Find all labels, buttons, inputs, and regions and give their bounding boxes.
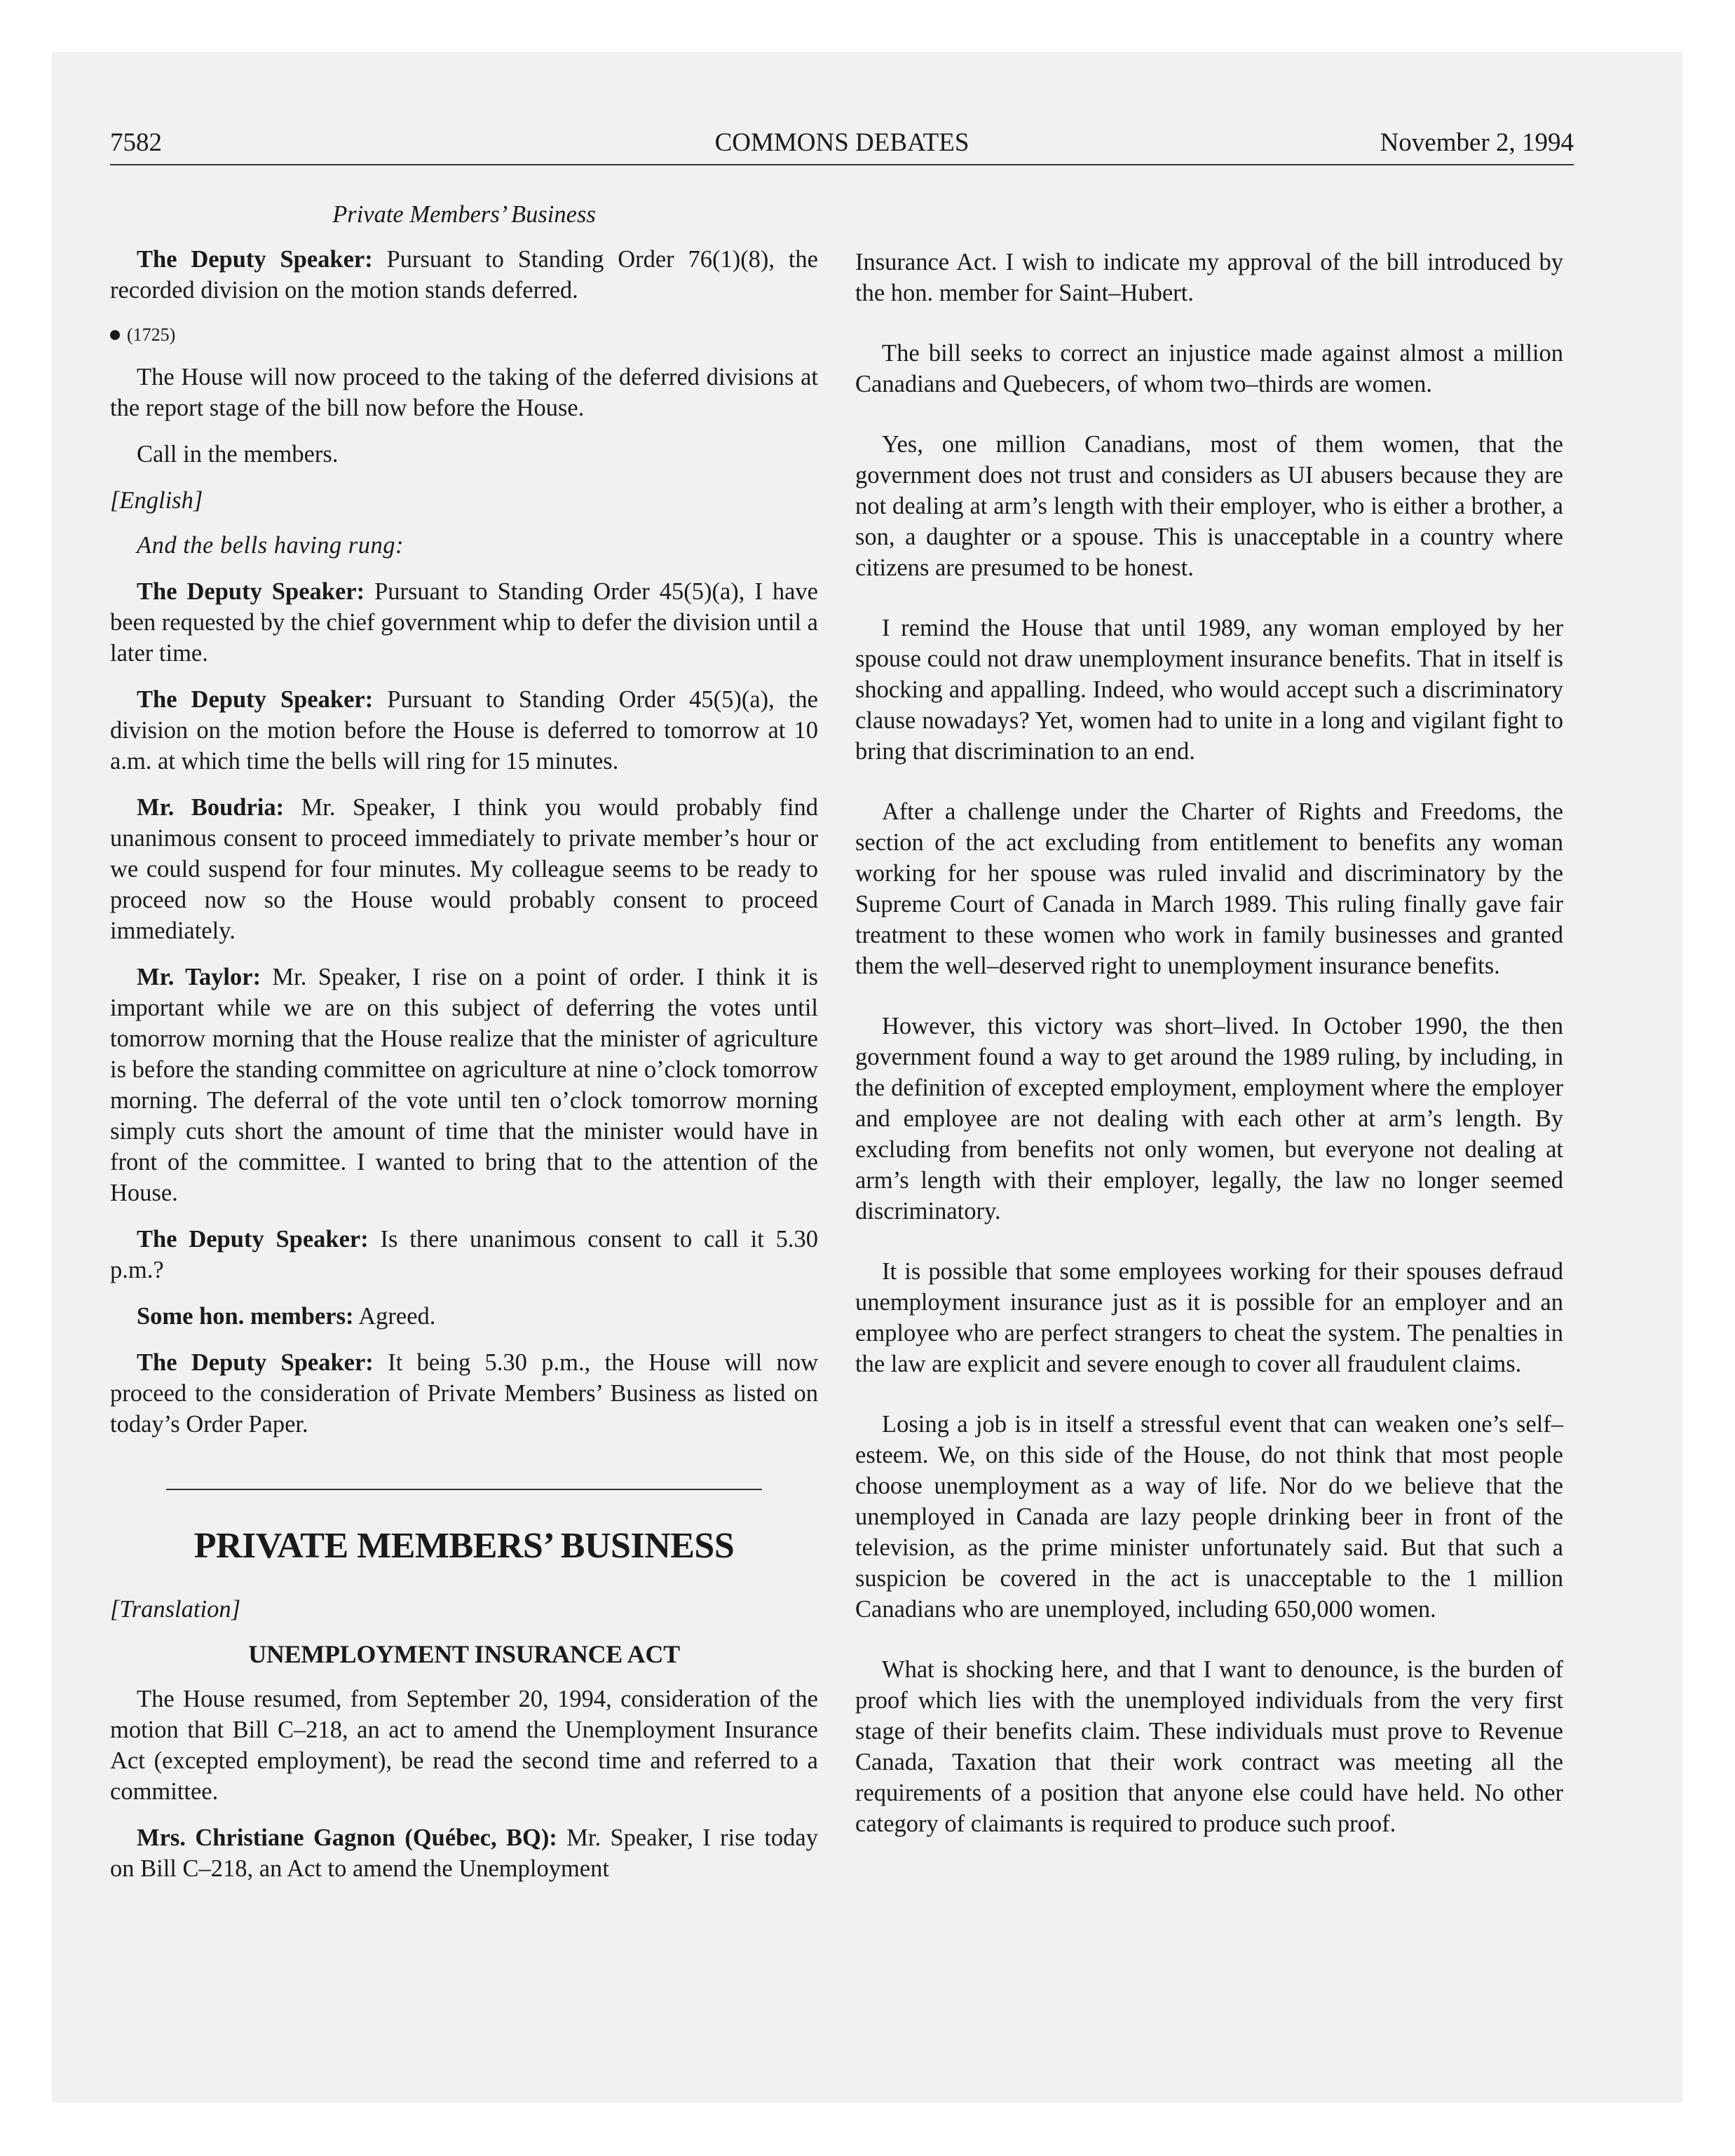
paragraph: Yes, one million Canadians, most of them women, that the government does not trust and considers as UI abusers because they are not dealing at arm’s length with their employer, who is either a brother, a son, a daughter or a spouse. This is unacceptable in a country where citizens are presumed to be honest. (855, 431, 1563, 581)
speech-text: Agreed. (353, 1303, 436, 1330)
paragraph: Call in the members. (137, 441, 339, 468)
paragraph: Insurance Act. I wish to indicate my approval of the bill introduced by the hon. member for Saint–Hubert. (855, 249, 1563, 306)
timestamp (110, 321, 818, 349)
paragraph: I remind the House that until 1989, any woman employed by her spouse could not draw unemployment insurance benefits. That in itself is shocking and appalling. Indeed, who would accept such a discriminatory clause nowadays? Yet, women had to unite in a long and vigilant fight to bring that discrimination to an end. (855, 615, 1563, 765)
paragraph: Losing a job is in itself a stressful event that can weaken one’s self–esteem. We, on this side of the House, do not think that most people choose unemployment as a way of life. Nor do we believe that the unemployed in Canada are lazy people drinking beer in front of the television, as the prime minister unfortunately said. But that such a suspicion be covered in the act is unacceptable to the 1 million Canadians who are unemployed, including 650,000 women. (855, 1411, 1563, 1623)
speech-text: Pursuant to Standing Order 45(5)(a), I have been requested by the chief government whip to defer the division until a later time. (110, 578, 818, 667)
paragraph: The bill seeks to correct an injustice made against almost a million Canadians and Quebecers, of whom two–thirds are women. (855, 340, 1563, 397)
paragraph: The House will now proceed to the taking of the deferred divisions at the report stage of the bill now before the House. (110, 364, 818, 421)
paragraph (110, 792, 818, 946)
paragraph (110, 576, 818, 669)
speech-text: Pursuant to Standing Order 76(1)(8), the recorded division on the motion stands deferred. (110, 246, 818, 303)
speaker-name: The Deputy Speaker: (137, 578, 365, 605)
paragraph (110, 1224, 818, 1285)
paragraph (110, 684, 818, 777)
speaker-name: The Deputy Speaker: (137, 1226, 369, 1253)
paragraph: It is possible that some employees working for their spouses defraud unemployment insurance just as it is possible for an employer and an employee who are perfect strangers to cheat the system. The penalties in the law are explicit and severe enough to cover all fraudulent claims. (855, 1258, 1563, 1377)
speech-text: Mr. Speaker, I think you would probably find unanimous consent to proceed immediately to private member’s hour or we could suspend for four minutes. My colleague seems to be ready to proceed now so the House would probably consent to proceed immediately. (110, 794, 818, 944)
running-head: Private Members’ Business (332, 201, 596, 228)
speaker-name: Some hon. members: (137, 1303, 354, 1330)
paragraph: What is shocking here, and that I want to denounce, is the burden of proof which lies with the unemployed individuals from the very first stage of their benefits claim. These individuals must prove to Revenue Canada, Taxation that their work contract was meeting all the requirements of a position that anyone else could have held. No other category of claimants is required to produce such proof. (855, 1656, 1563, 1837)
paragraph (110, 1301, 818, 1332)
speech-text: Mr. Speaker, I rise on a point of order. I think it is important while we are on this subject of deferring the votes until tomorrow morning that the House realize that the minister of agriculture is before the standing committee on agriculture at nine o’clock tomorrow morning. The deferral of the vote until ten o’clock tomorrow morning simply cuts short the amount of time that the minister would have in front of the committee. I wanted to bring that to the attention of the House. (110, 964, 818, 1206)
stage-direction: And the bells having rung: (137, 532, 404, 559)
publication-title: COMMONS DEBATES (714, 128, 969, 157)
paragraph: The House resumed, from September 20, 1994, consideration of the motion that Bill C–218, an act to amend the Unemployment Insurance Act (excepted employment), be read the second time and referred to a committee. (110, 1686, 818, 1805)
paragraph (110, 962, 818, 1208)
paragraph (110, 1347, 818, 1440)
speaker-name: The Deputy Speaker: (137, 1349, 374, 1376)
paragraph: However, this victory was short–lived. In October 1990, the then government found a way to get around the 1989 ruling, by including, in the definition of excepted employment, employment where the employer and employee are not dealing with each other at arm’s length. By excluding from benefits not only women, but everyone not dealing at arm’s length with their employer, legally, the law no longer seemed discriminatory. (855, 1013, 1563, 1224)
speech-text: It being 5.30 p.m., the House will now proceed to the consideration of Private Members’ Business as listed on today’s Order Paper. (110, 1349, 819, 1438)
speech-text: Mr. Speaker, I rise today on Bill C–218, an Act to amend the Unemployment (110, 1824, 818, 1882)
section-divider (166, 1489, 762, 1490)
language-marker: [Translation] (110, 1596, 240, 1623)
paragraph (110, 244, 818, 306)
bullet-icon (110, 330, 120, 340)
speech-text: Pursuant to Standing Order 45(5)(a), the division on the motion before the House is deferred to tomorrow at 10 a.m. at which time the bells will ring for 15 minutes. (110, 686, 818, 775)
page-header (110, 128, 1574, 170)
speaker-name: The Deputy Speaker: (137, 686, 374, 713)
section-title: PRIVATE MEMBERS’ BUSINESS (193, 1526, 735, 1566)
paragraph (110, 1822, 818, 1884)
right-column (855, 247, 1563, 1869)
page-number: 7582 (110, 128, 162, 157)
speaker-name: The Deputy Speaker: (137, 246, 373, 273)
left-column (110, 199, 818, 1899)
speaker-name: Mr. Taylor: (137, 964, 261, 990)
paragraph: After a challenge under the Charter of Rights and Freedoms, the section of the act excluding from entitlement to benefits any woman working for her spouse was ruled invalid and discriminatory by the Supreme Court of Canada in March 1989. This ruling finally gave fair treatment to these women who work in family businesses and granted them the well–deserved right to unemployment insurance benefits. (855, 798, 1563, 979)
speech-text: Is there unanimous consent to call it 5.30 p.m.? (110, 1226, 819, 1283)
header-rule (110, 164, 1574, 165)
publication-date: November 2, 1994 (1380, 128, 1574, 157)
bill-title: UNEMPLOYMENT INSURANCE ACT (248, 1640, 680, 1668)
speaker-name: Mr. Boudria: (137, 794, 285, 821)
speaker-name: Mrs. Christiane Gagnon (Québec, BQ): (137, 1824, 557, 1851)
language-marker: [English] (110, 487, 203, 514)
timestamp-text: (1725) (127, 325, 176, 345)
